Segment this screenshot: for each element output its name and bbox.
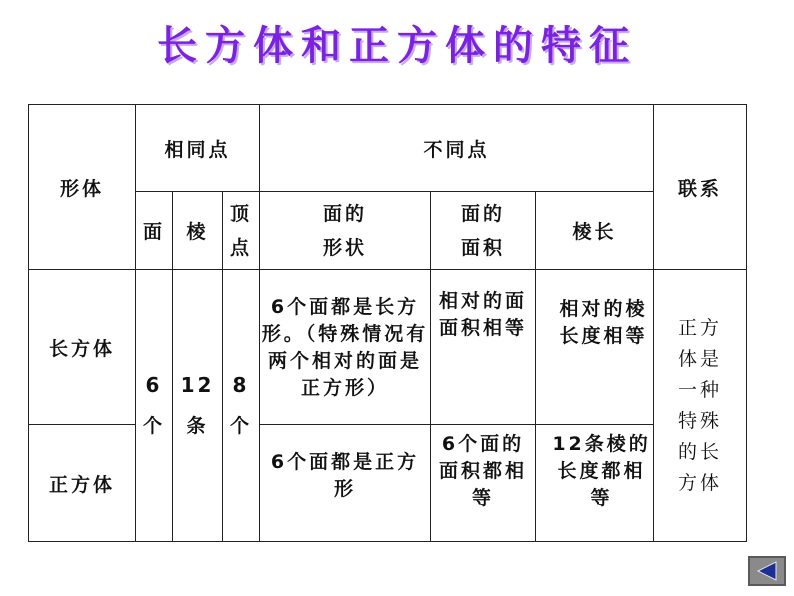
edge-header: 棱 [173,192,223,270]
relation-text: 正方体是一种特殊的长方体 [654,270,747,542]
cube-face-shape: 6个面都是正方形 [260,425,431,542]
vertex-header-line2: 点 [230,236,253,259]
cube-face-area: 6个面的面积都相等 [431,425,536,542]
common-vertices [223,270,260,542]
faces-count: 6 [145,373,163,397]
shape-header: 形体 [29,105,136,270]
vertex-header-line1: 顶 [230,202,253,225]
edges-count: 12 [180,373,215,397]
edge-length-header: 棱长 [536,192,654,270]
face-header: 面 [136,192,173,270]
face-shape-header-line1: 面的 [323,202,368,225]
back-button[interactable] [748,556,786,586]
relation-header: 联系 [654,105,747,270]
common-faces [136,270,173,542]
vertices-count: 8 [232,373,250,397]
features-table [28,104,747,542]
row-cuboid-name: 长方体 [29,270,136,425]
face-area-header-line1: 面的 [461,202,506,225]
cube-edge-length: 12条棱的长度都相等 [536,425,654,542]
cuboid-face-shape: 6个面都是长方形。（特殊情况有两个相对的面是正方形） [260,270,431,425]
cuboid-face-area: 相对的面面积相等 [431,270,536,425]
face-area-header [431,192,536,270]
triangle-left-icon [750,558,784,584]
vertices-unit: 个 [230,415,253,437]
same-points-header: 相同点 [136,105,260,192]
cuboid-edge-length: 相对的棱长度相等 [536,270,654,425]
face-area-header-line2: 面积 [461,236,506,259]
row-cube-name: 正方体 [29,425,136,542]
face-shape-header [260,192,431,270]
face-shape-header-line2: 形状 [323,236,368,259]
edges-unit: 条 [186,415,209,437]
common-edges [173,270,223,542]
page-title: 长方体和正方体的特征 [157,22,637,69]
faces-unit: 个 [142,415,165,437]
vertex-header [223,192,260,270]
different-points-header: 不同点 [260,105,654,192]
